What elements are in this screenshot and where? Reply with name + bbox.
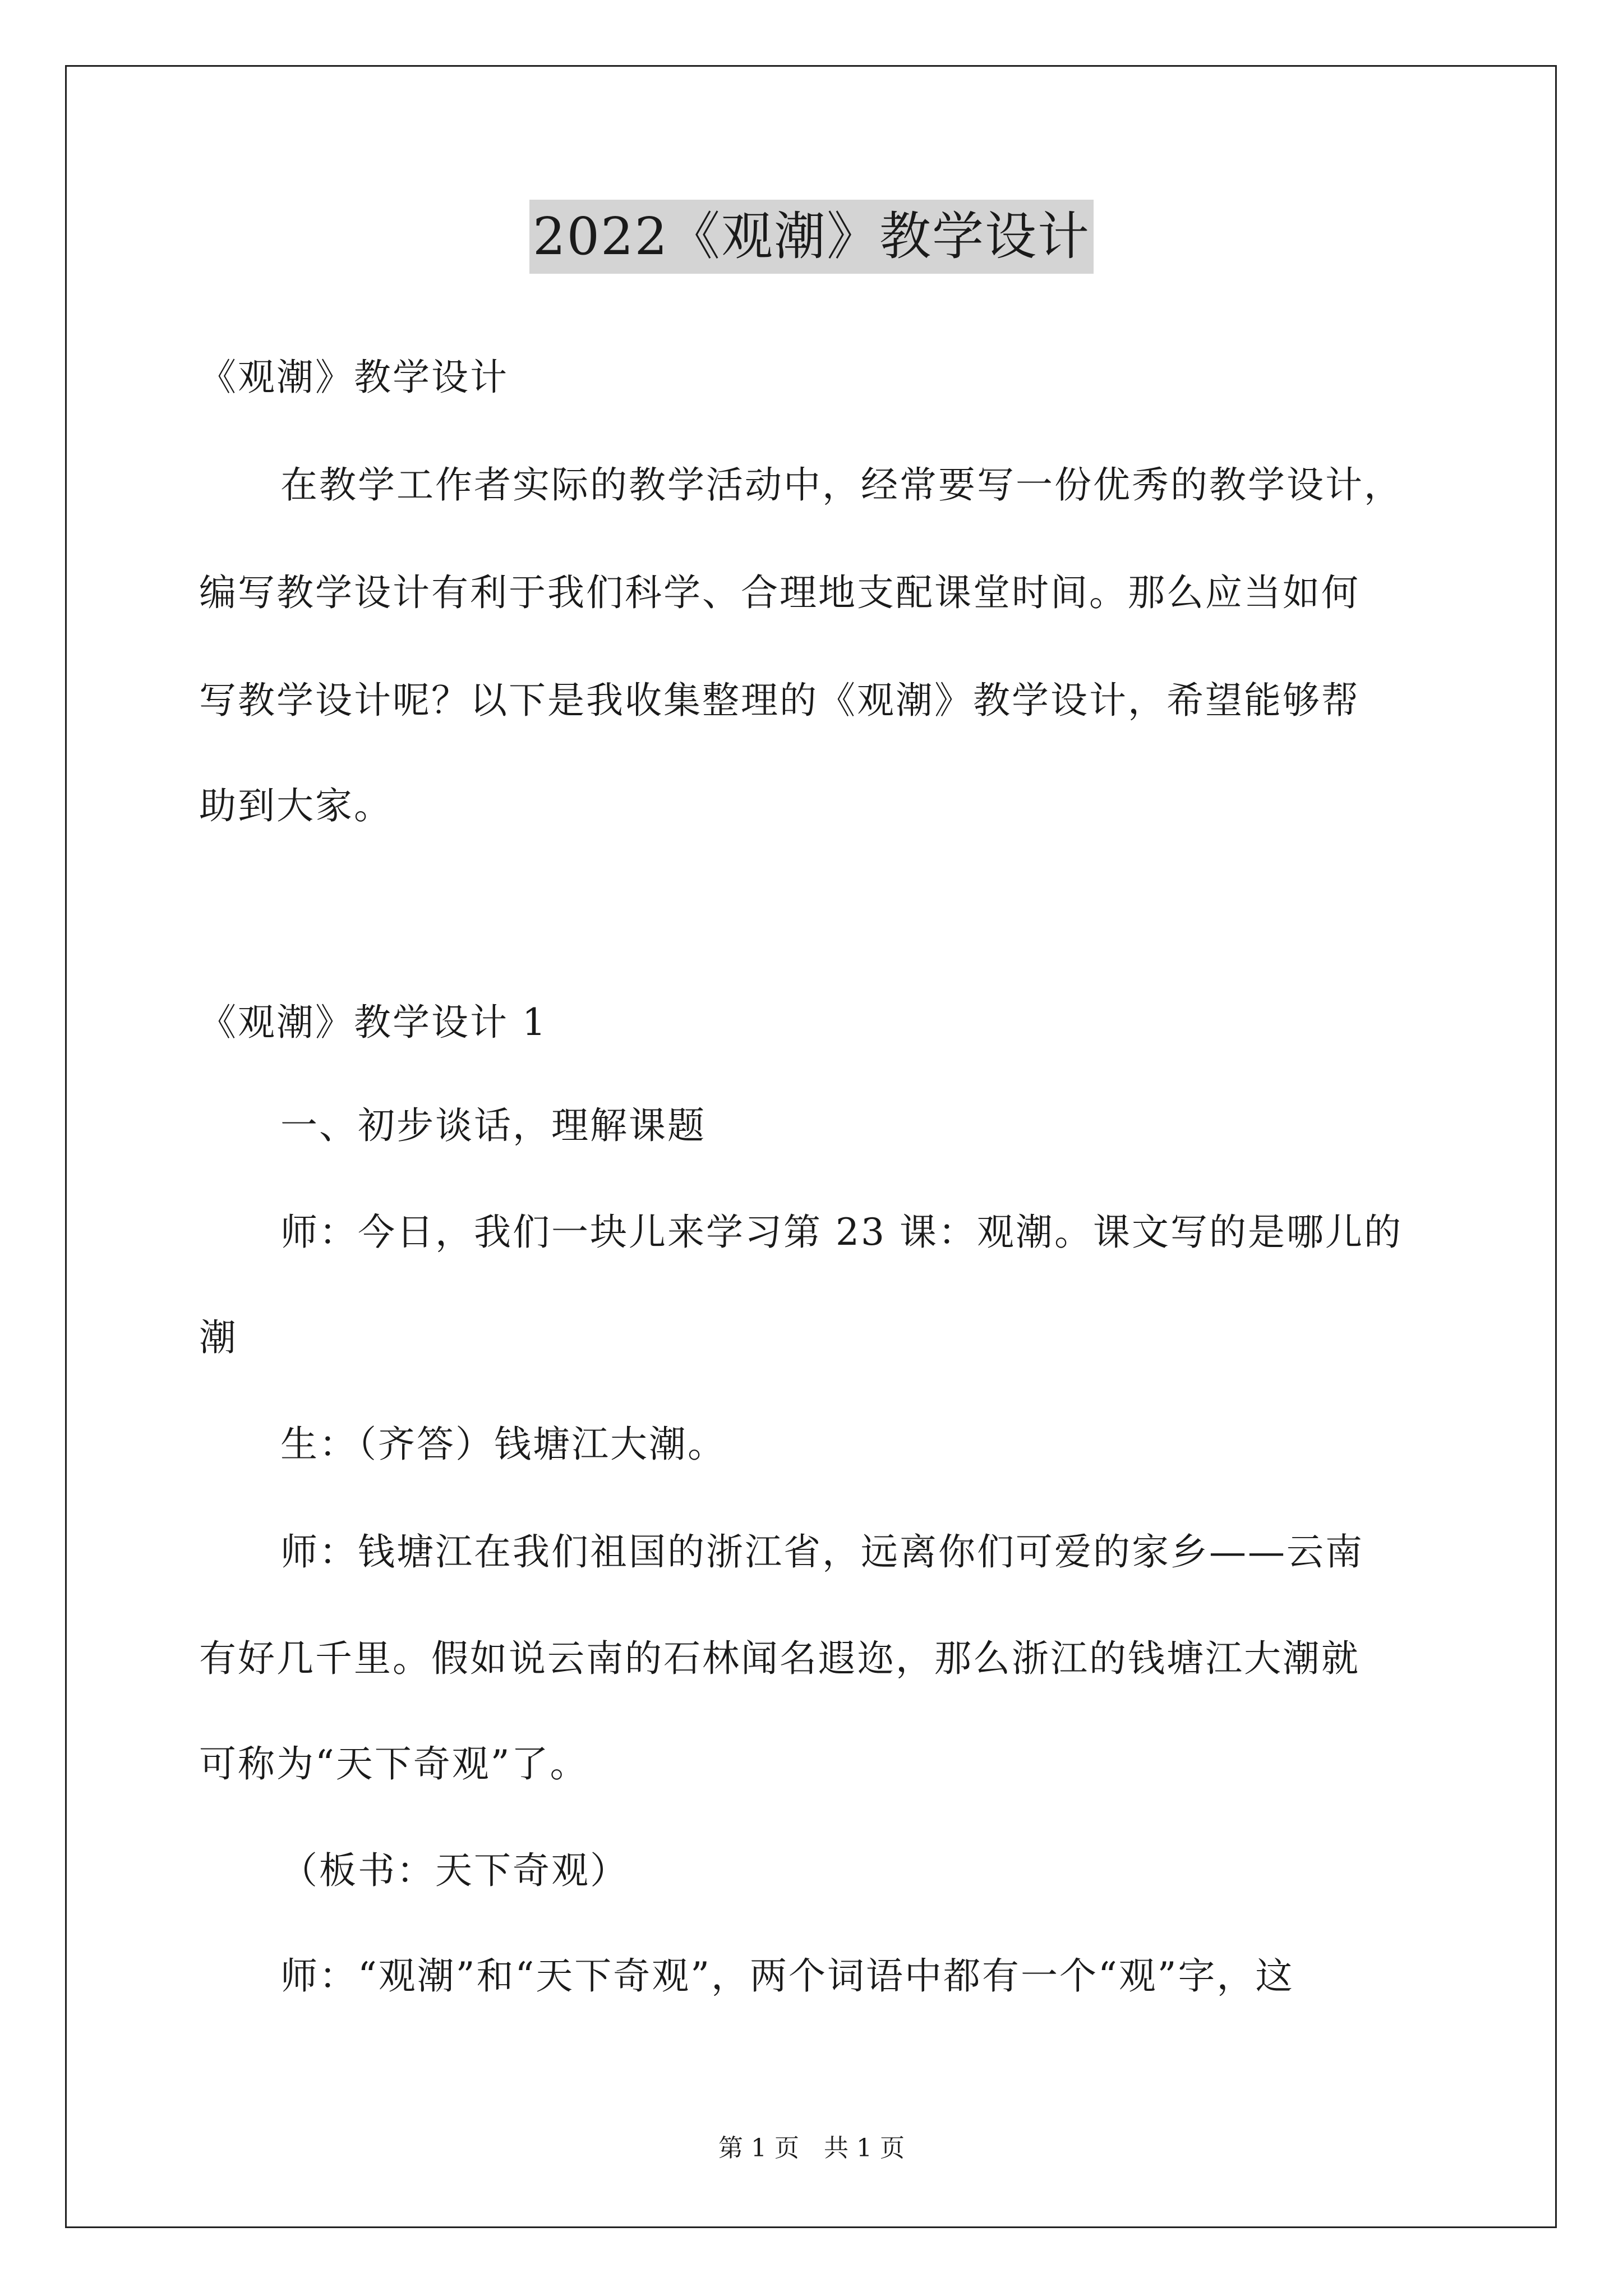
paragraph-line: 写教学设计呢？以下是我收集整理的《观潮》教学设计，希望能够帮 — [199, 679, 1360, 722]
paragraph-line: 有好几千里。假如说云南的石林闻名遐迩，那么浙江的钱塘江大潮就 — [199, 1637, 1360, 1680]
document-title: 2022《观潮》教学设计 — [529, 200, 1094, 274]
paragraph-line: 助到大家。 — [199, 784, 393, 827]
paragraph-line: 潮 — [199, 1316, 238, 1359]
paragraph-line: 师：钱塘江在我们祖国的浙江省，远离你们可爱的家乡——云南 — [280, 1530, 1364, 1573]
title-container — [0, 200, 1623, 274]
paragraph-line: 编写教学设计有利于我们科学、合理地支配课堂时间。那么应当如何 — [199, 571, 1360, 614]
paragraph-line: 在教学工作者实际的教学活动中，经常要写一份优秀的教学设计， — [280, 463, 1403, 507]
paragraph-line: 师：“观潮”和“天下奇观”，两个词语中都有一个“观”字，这 — [280, 1954, 1294, 1998]
subheading: 一、初步谈话，理解课题 — [280, 1104, 706, 1147]
section-heading: 《观潮》教学设计 — [199, 356, 509, 399]
page-footer: 第 1 页 共 1 页 — [718, 2134, 905, 2162]
paragraph-line: （板书：天下奇观） — [280, 1849, 629, 1892]
paragraph-line: 可称为“天下奇观”了。 — [199, 1742, 589, 1786]
paragraph-line: 师：今日，我们一块儿来学习第 23 课：观潮。课文写的是哪儿的 — [280, 1211, 1403, 1254]
section-heading: 《观潮》教学设计 1 — [199, 1001, 547, 1044]
paragraph-line: 生：（齐答）钱塘江大潮。 — [280, 1423, 726, 1466]
